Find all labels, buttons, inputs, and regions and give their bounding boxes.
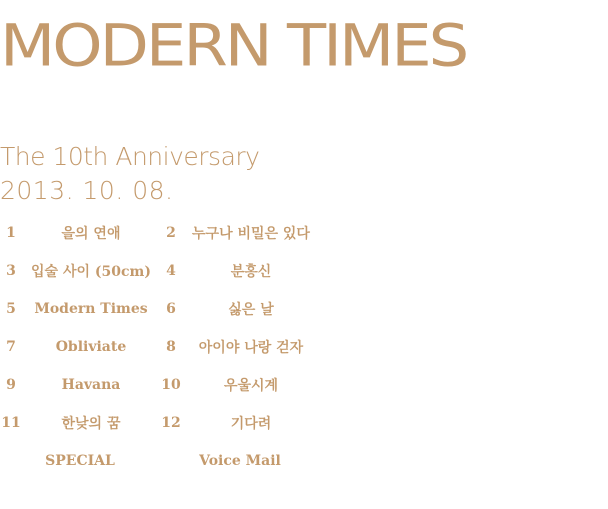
track-title: 누구나 비밀은 있다 xyxy=(192,226,310,242)
track-number: 9 xyxy=(6,377,16,393)
track-number: 6 xyxy=(166,301,176,317)
release-date: 2013. 10. 08. xyxy=(0,176,174,205)
track-number: 3 xyxy=(6,263,16,279)
special-label: SPECIAL xyxy=(45,453,115,469)
track-number: 4 xyxy=(166,263,176,279)
track-title: 아이야 나랑 걷자 xyxy=(198,340,304,356)
tracklist-row xyxy=(0,252,320,290)
track-number: 11 xyxy=(1,415,21,431)
track-title: 분홍신 xyxy=(230,264,272,280)
track-number: 5 xyxy=(6,301,16,317)
track-number: 12 xyxy=(161,415,181,431)
tracklist-row xyxy=(0,366,320,404)
track-number: 2 xyxy=(166,225,176,241)
track-number: 10 xyxy=(161,377,181,393)
track-title: 싫은 날 xyxy=(228,302,274,318)
track-title: 한낮의 꿈 xyxy=(61,416,121,432)
track-number: 8 xyxy=(166,339,176,355)
album-title: MODERN TIMES xyxy=(0,13,467,80)
track-title: Obliviate xyxy=(55,339,127,355)
tracklist-row xyxy=(0,328,320,366)
track-title: 기다려 xyxy=(230,416,272,432)
anniversary-subtitle: The 10th Anniversary xyxy=(0,142,260,171)
track-number: 1 xyxy=(6,225,16,241)
tracklist-row xyxy=(0,404,320,442)
tracklist-row xyxy=(0,214,320,252)
tracklist-row-special xyxy=(0,442,320,480)
track-title: Havana xyxy=(61,377,121,393)
track-title: Modern Times xyxy=(34,301,148,317)
track-title: 입술 사이 (50cm) xyxy=(31,264,151,280)
track-title: 을의 연애 xyxy=(61,226,121,242)
special-track-title: Voice Mail xyxy=(199,453,281,469)
track-title: 우울시계 xyxy=(223,378,279,394)
tracklist xyxy=(0,214,320,480)
track-number: 7 xyxy=(6,339,16,355)
tracklist-row xyxy=(0,290,320,328)
